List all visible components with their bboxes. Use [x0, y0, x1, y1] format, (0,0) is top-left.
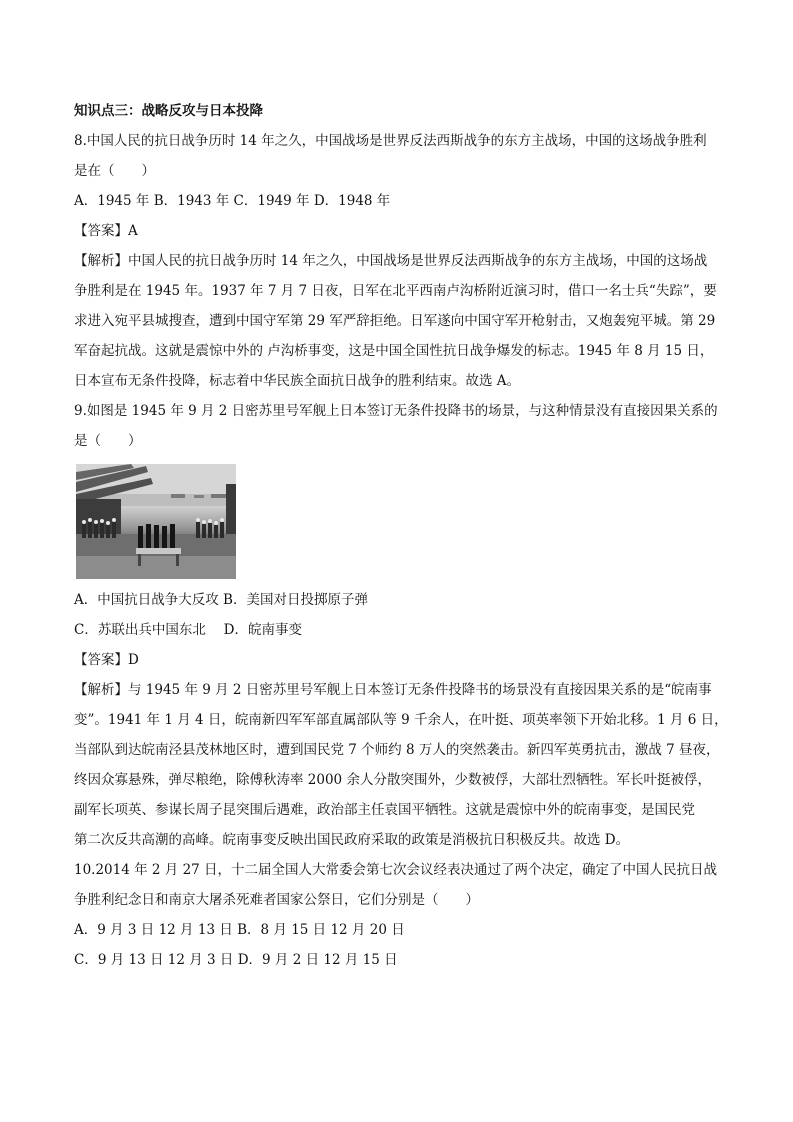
- section-title: 知识点三：战略反攻与日本投降: [74, 103, 263, 119]
- question-8-options: A．1945 年 B．1943 年 C．1949 年 D．1948 年: [74, 193, 391, 209]
- question-10: [74, 855, 724, 975]
- question-10-options-line2: C．9 月 13 日 12 月 3 日 D．9 月 2 日 12 月 15 日: [74, 952, 398, 968]
- question-8-analysis-line: 日本宣布无条件投降，标志着中华民族全面抗日战争的胜利结束。故选 A。: [74, 373, 521, 389]
- question-10-stem-line1: 10.2014 年 2 月 27 日，十二届全国人大常委会第七次会议经表决通过了两个决定，确定了中国人民抗日战: [74, 862, 718, 878]
- surrender-ceremony-photo: [76, 464, 236, 579]
- question-8-analysis-line: 求进入宛平县城搜查，遭到中国守军第 29 军严辞拒绝。日军遂向中国守军开枪射击，又炮轰宛平城。第 29: [74, 313, 716, 329]
- question-9-answer: 【答案】D: [74, 652, 139, 668]
- document-content: [74, 96, 728, 975]
- question-10-options-line1: A．9 月 3 日 12 月 13 日 B．8 月 15 日 12 月 20 日: [74, 922, 405, 938]
- question-8-answer: 【答案】A: [74, 223, 138, 239]
- question-8-stem-line1: 8.中国人民的抗日战争历时 14 年之久，中国战场是世界反法西斯战争的东方主战场，中国的这场战争胜利: [74, 133, 707, 149]
- question-9-analysis-line: 【解析】与 1945 年 9 月 2 日密苏里号军舰上日本签订无条件投降书的场景没有直接因果关系的是“皖南事: [74, 682, 712, 698]
- question-9-analysis-line: 变”。1941 年 1 月 4 日，皖南新四军军部直属部队等 9 千余人，在叶挺、项英率领下开始北移。1 月 6 日，: [74, 712, 728, 728]
- question-9-stem-line1: 9.如图是 1945 年 9 月 2 日密苏里号军舰上日本签订无条件投降书的场景，与这种情景没有直接因果关系的: [74, 403, 718, 419]
- question-8-analysis-line: 争胜利是在 1945 年。1937 年 7 月 7 日夜，日军在北平西南卢沟桥附近演习时，借口一名士兵“失踪”，要: [74, 283, 717, 299]
- question-8-analysis-line: 【解析】中国人民的抗日战争历时 14 年之久，中国战场是世界反法西斯战争的东方主战场，中国的这场战: [74, 253, 708, 269]
- question-9-stem-line2: 是（ ）: [74, 433, 142, 449]
- question-8-stem-line2: 是在（ ）: [74, 163, 155, 179]
- question-8-analysis-line: 军奋起抗战。这就是震惊中外的 卢沟桥事变，这是中国全国性抗日战争爆发的标志。1945 年 8 月 15 日，: [74, 343, 714, 359]
- question-9-options-line2: C．苏联出兵中国东北 D．皖南事变: [74, 622, 302, 638]
- question-9-analysis-line: 副军长项英、参谋长周子昆突围后遇难，政治部主任袁国平牺牲。这就是震惊中外的皖南事变，是国民党: [74, 802, 695, 818]
- question-9-analysis-line: 第二次反共高潮的高峰。皖南事变反映出国民政府采取的政策是消极抗日积极反共。故选 D。: [74, 832, 630, 848]
- question-9-analysis-line: 当部队到达皖南泾县茂林地区时，遭到国民党 7 个师约 8 万人的突然袭击。新四军英勇抗击，激战 7 昼夜，: [74, 742, 720, 758]
- question-9-analysis-line: 终因众寡悬殊，弹尽粮绝，除傅秋涛率 2000 余人分散突围外，少数被俘，大部壮烈牺牲。军长叶挺被俘，: [74, 772, 711, 788]
- question-10-stem-line2: 争胜利纪念日和南京大屠杀死难者国家公祭日，它们分别是（ ）: [74, 892, 479, 908]
- surrender-ceremony-photo-drawing: [76, 464, 236, 579]
- question-8: [74, 126, 724, 396]
- question-9-options-line1: A．中国抗日战争大反攻 B．美国对日投掷原子弹: [74, 592, 368, 608]
- question-9: [74, 396, 728, 855]
